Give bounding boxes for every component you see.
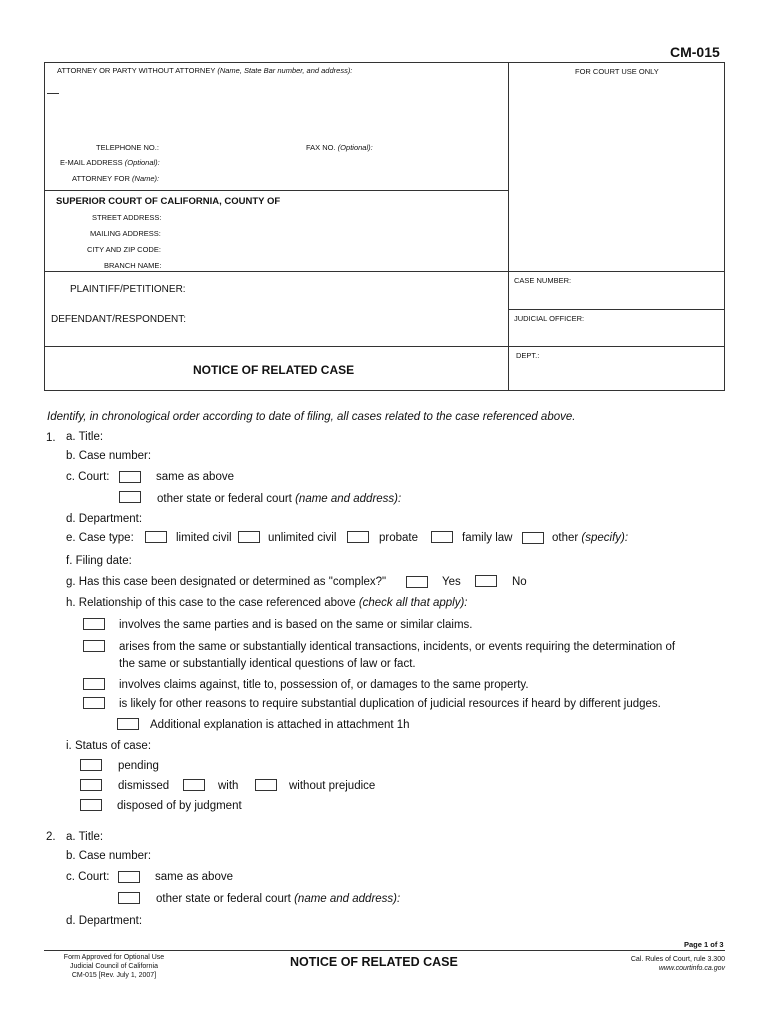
other-court-label: other state or federal court (name and address):	[157, 493, 402, 505]
attachment-label: Additional explanation is attached in attachment 1h	[150, 719, 410, 731]
case-number-label: CASE NUMBER:	[514, 276, 572, 285]
same-property-checkbox[interactable]	[83, 678, 105, 690]
pending-label: pending	[118, 760, 159, 772]
page-number: Page 1 of 3	[684, 940, 724, 949]
limited-civil-checkbox[interactable]	[145, 531, 167, 543]
branch-label: BRANCH NAME:	[104, 261, 162, 270]
same-as-above-label: same as above	[155, 871, 233, 883]
without-prejudice-checkbox[interactable]	[255, 779, 277, 791]
without-prejudice-label: without prejudice	[289, 780, 376, 792]
footer-title: NOTICE OF RELATED CASE	[290, 955, 458, 969]
divider	[45, 271, 724, 272]
with-prejudice-label: with	[218, 780, 239, 792]
dismissed-checkbox[interactable]	[80, 779, 102, 791]
intro-text: Identify, in chronological order according to date of filing, all cases related to the case referenced above.	[47, 411, 576, 423]
judicial-officer-label: JUDICIAL OFFICER:	[514, 314, 585, 323]
family-law-label: family law	[462, 532, 513, 544]
status-label: i. Status of case:	[66, 740, 152, 752]
with-prejudice-checkbox[interactable]	[183, 779, 205, 791]
other-court-label: other state or federal court (name and address):	[156, 893, 401, 905]
same-transactions-label-cont: the same or substantially identical questions of law or fact.	[119, 658, 416, 670]
attorney-label: ATTORNEY OR PARTY WITHOUT ATTORNEY (Name, State Bar number, and address):	[57, 66, 353, 75]
divider	[508, 309, 724, 310]
court-title: SUPERIOR COURT OF CALIFORNIA, COUNTY OF	[56, 196, 281, 207]
notice-title: NOTICE OF RELATED CASE	[193, 363, 355, 377]
court-label: c. Court:	[66, 471, 110, 483]
attorney-for-label: ATTORNEY FOR (Name):	[72, 174, 160, 183]
divider	[45, 190, 508, 191]
plaintiff-label: PLAINTIFF/PETITIONER:	[70, 284, 186, 295]
relationship-label: h. Relationship of this case to the case referenced above (check all that apply):	[66, 597, 468, 609]
same-transactions-label: arises from the same or substantially identical transactions, incidents, or events requiring the determination of	[119, 641, 676, 653]
caption-box	[44, 62, 725, 391]
form-id: CM-015	[670, 44, 720, 60]
same-as-above-checkbox[interactable]	[118, 871, 140, 883]
department-label: d. Department:	[66, 513, 143, 525]
family-law-checkbox[interactable]	[431, 531, 453, 543]
fax-label: FAX NO. (Optional):	[306, 143, 373, 152]
same-as-above-checkbox[interactable]	[119, 471, 141, 483]
item-number: 2.	[46, 831, 56, 843]
attachment-checkbox[interactable]	[117, 718, 139, 730]
defendant-label: DEFENDANT/RESPONDENT:	[51, 314, 187, 325]
telephone-label: TELEPHONE NO.:	[96, 143, 159, 152]
complex-no-label: No	[512, 576, 527, 588]
same-parties-checkbox[interactable]	[83, 618, 105, 630]
disposed-checkbox[interactable]	[80, 799, 102, 811]
department-label: d. Department:	[66, 915, 143, 927]
street-label: STREET ADDRESS:	[92, 213, 162, 222]
divider	[47, 93, 59, 94]
divider	[45, 346, 724, 347]
other-court-checkbox[interactable]	[118, 892, 140, 904]
same-parties-label: involves the same parties and is based on the same or similar claims.	[119, 619, 473, 631]
other-case-type-checkbox[interactable]	[522, 532, 544, 544]
unlimited-civil-label: unlimited civil	[268, 532, 337, 544]
limited-civil-label: limited civil	[176, 532, 232, 544]
court-label: c. Court:	[66, 871, 110, 883]
probate-label: probate	[379, 532, 419, 544]
same-as-above-label: same as above	[156, 471, 234, 483]
mailing-label: MAILING ADDRESS:	[90, 229, 161, 238]
same-transactions-checkbox[interactable]	[83, 640, 105, 652]
case-number-field-label: b. Case number:	[66, 850, 152, 862]
court-use-label: FOR COURT USE ONLY	[575, 67, 659, 76]
title-label: a. Title:	[66, 831, 104, 843]
same-property-label: involves claims against, title to, possession of, or damages to the same property.	[119, 679, 529, 691]
footer-left: Form Approved for Optional Use Judicial Council of California CM-015 [Rev. July 1, 2007]	[63, 954, 165, 979]
other-case-type-label: other (specify):	[552, 532, 629, 544]
case-number-field-label: b. Case number:	[66, 450, 152, 462]
probate-checkbox[interactable]	[347, 531, 369, 543]
complex-yes-checkbox[interactable]	[406, 576, 428, 588]
filing-date-label: f. Filing date:	[66, 555, 132, 567]
complex-yes-label: Yes	[442, 576, 461, 588]
complex-no-checkbox[interactable]	[475, 575, 497, 587]
pending-checkbox[interactable]	[80, 759, 102, 771]
title-label: a. Title:	[66, 431, 104, 443]
dismissed-label: dismissed	[118, 780, 170, 792]
case-type-label: e. Case type:	[66, 532, 134, 544]
disposed-label: disposed of by judgment	[117, 800, 242, 812]
duplication-checkbox[interactable]	[83, 697, 105, 709]
duplication-label: is likely for other reasons to require substantial duplication of judicial resources if heard by different judges.	[119, 698, 661, 710]
other-court-checkbox[interactable]	[119, 491, 141, 503]
item-number: 1.	[46, 432, 56, 444]
unlimited-civil-checkbox[interactable]	[238, 531, 260, 543]
email-label: E-MAIL ADDRESS (Optional):	[60, 158, 160, 167]
footer-rule	[44, 950, 725, 951]
dept-label: DEPT.:	[516, 351, 540, 360]
divider	[508, 63, 509, 390]
complex-question: g. Has this case been designated or determined as "complex?"	[66, 576, 387, 588]
footer-right: Cal. Rules of Court, rule 3.300 www.courtinfo.ca.gov	[630, 956, 725, 972]
city-label: CITY AND ZIP CODE:	[87, 245, 161, 254]
